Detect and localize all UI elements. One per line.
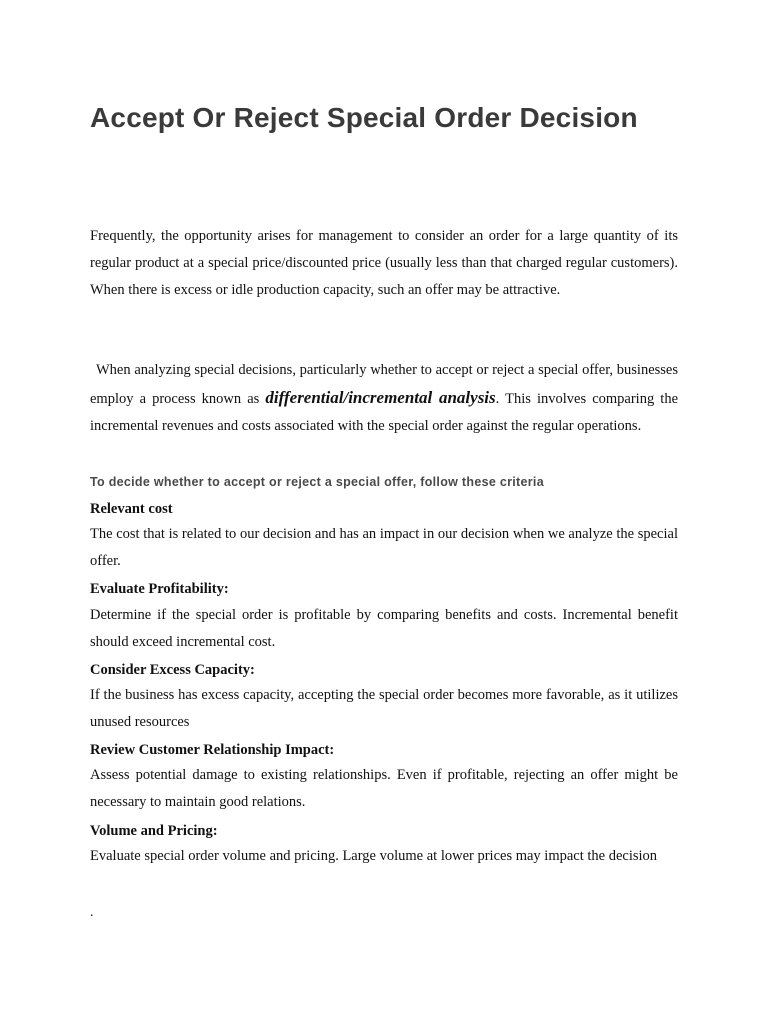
criterion-text-profitability: Determine if the special order is profitable by comparing benefits and costs. Incremental benefit should exceed incremental cost.: [90, 607, 678, 650]
document-title: Accept Or Reject Special Order Decision: [90, 102, 638, 133]
criterion-text-excess-capacity: If the business has excess capacity, accepting the special order becomes more favorable, as it utilizes unused resources: [90, 687, 678, 730]
criterion-text-customer-relationship: Assess potential damage to existing relationships. Even if profitable, rejecting an offer might be necessary to maintain good relations.: [90, 767, 678, 810]
criterion-heading-profitability: Evaluate Profitability:: [90, 581, 229, 597]
criteria-heading: To decide whether to accept or reject a special offer, follow these criteria: [90, 475, 544, 489]
analysis-emphasis: differential/incremental analysis: [265, 388, 496, 407]
analysis-text-before: When analyzing special decisions, particularly whether to accept or reject a special offer, businesses employ a process known as: [90, 362, 678, 407]
analysis-text-after: . This involves comparing the incremental revenues and costs associated with the special order against the regular operations.: [90, 391, 679, 434]
criterion-heading-excess-capacity: Consider Excess Capacity:: [90, 662, 255, 678]
criterion-text-volume-pricing: Evaluate special order volume and pricing. Large volume at lower prices may impact the decision: [90, 848, 658, 864]
intro-paragraph: Frequently, the opportunity arises for management to consider an order for a large quantity of its regular product at a special price/discounted price (usually less than that charged regular customers). When there is excess or idle production capacity, such an offer may be attractive.: [90, 228, 678, 298]
trailing-mark: .: [90, 905, 94, 920]
criterion-heading-volume-pricing: Volume and Pricing:: [90, 823, 218, 839]
analysis-paragraph: [90, 357, 678, 440]
criterion-text-relevant-cost: The cost that is related to our decision and has an impact in our decision when we analyze the special offer.: [90, 526, 678, 569]
criterion-heading-customer-relationship: Review Customer Relationship Impact:: [90, 742, 335, 758]
criterion-heading-relevant-cost: Relevant cost: [90, 501, 173, 517]
